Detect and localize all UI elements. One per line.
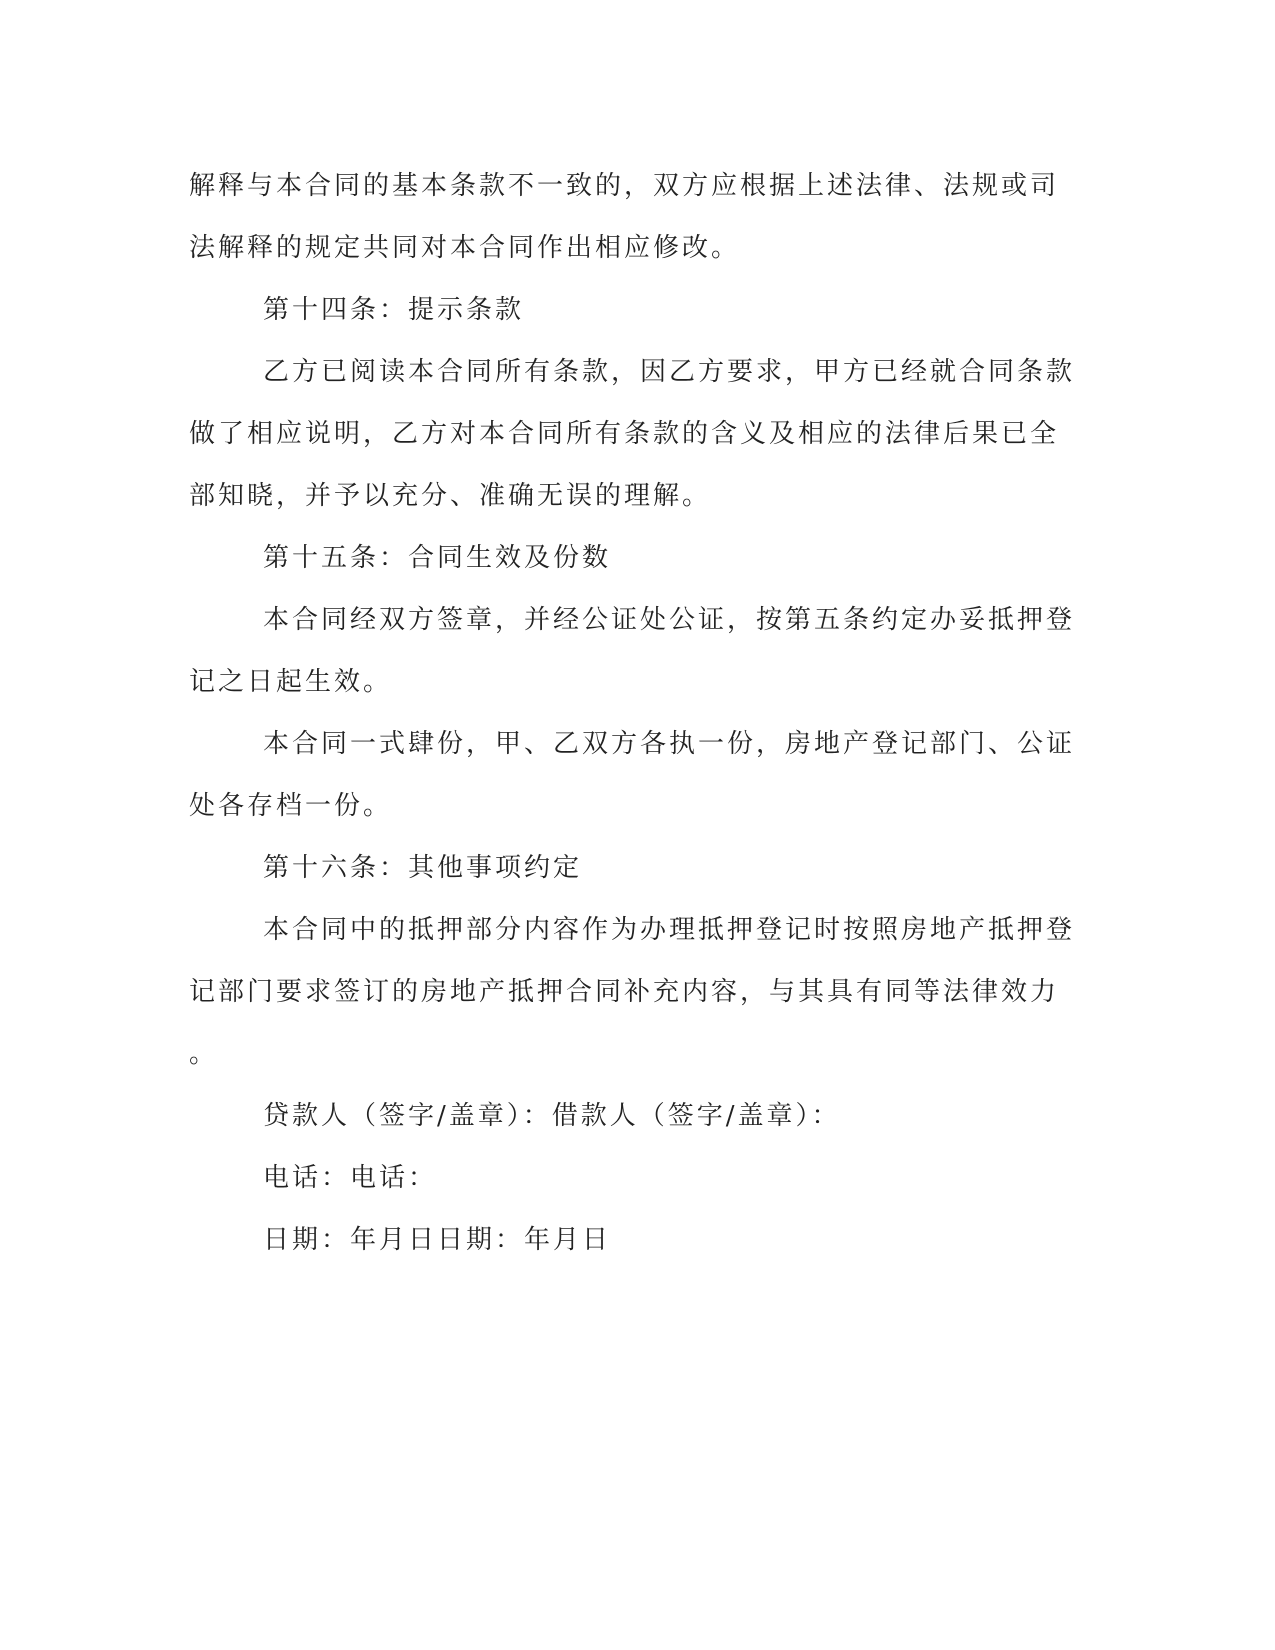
- body-line: 处各存档一份。: [189, 791, 393, 821]
- body-line: 记之日起生效。: [189, 667, 393, 697]
- body-line: 。: [189, 1039, 219, 1069]
- body-line: 记部门要求签订的房地产抵押合同补充内容，与其具有同等法律效力: [189, 977, 1060, 1007]
- body-line: 部知晓，并予以充分、准确无误的理解。: [189, 481, 712, 511]
- article-heading: 第十五条：合同生效及份数: [263, 543, 612, 573]
- date-line: 日期：年月日日期：年月日: [263, 1225, 612, 1255]
- signature-line: 贷款人（签字/盖章）：借款人（签字/盖章）：: [263, 1101, 841, 1131]
- body-line: 解释与本合同的基本条款不一致的，双方应根据上述法律、法规或司: [189, 171, 1060, 201]
- document-page: [189, 155, 1079, 1271]
- article-heading: 第十四条：提示条款: [263, 295, 525, 325]
- body-line: 乙方已阅读本合同所有条款，因乙方要求，甲方已经就合同条款: [263, 357, 1076, 387]
- article-heading: 第十六条：其他事项约定: [263, 853, 583, 883]
- body-line: 本合同经双方签章，并经公证处公证，按第五条约定办妥抵押登: [263, 605, 1076, 635]
- body-line: 本合同中的抵押部分内容作为办理抵押登记时按照房地产抵押登: [263, 915, 1076, 945]
- phone-line: 电话：电话：: [263, 1163, 438, 1193]
- body-line: 本合同一式肆份，甲、乙双方各执一份，房地产登记部门、公证: [263, 729, 1076, 759]
- body-line: 法解释的规定共同对本合同作出相应修改。: [189, 233, 741, 263]
- body-line: 做了相应说明，乙方对本合同所有条款的含义及相应的法律后果已全: [189, 419, 1060, 449]
